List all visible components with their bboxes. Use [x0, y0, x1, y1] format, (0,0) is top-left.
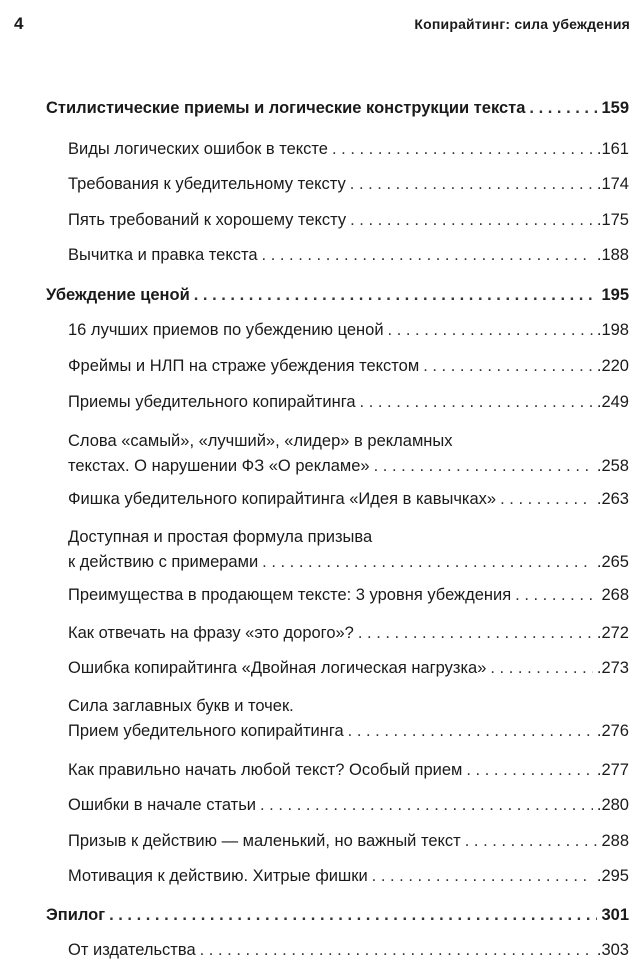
toc-entry [68, 487, 629, 512]
toc-entry-title: Слова «самый», «лучший», «лидер» в рекламных [68, 432, 453, 450]
toc-entry [68, 318, 629, 343]
toc-page-number: .263 [596, 490, 629, 508]
toc-entry-title: Ошибка копирайтинга «Двойная логическая нагрузка» [68, 659, 487, 677]
toc-entry-title: Эпилог [46, 906, 106, 924]
toc-entry [68, 793, 629, 818]
toc-entry-title: Мотивация к действию. Хитрые фишки [68, 867, 368, 885]
toc-page-number: .161 [596, 140, 629, 158]
toc-page-number: 268 [601, 586, 629, 604]
running-head: Копирайтинг: сила убеждения [414, 16, 630, 32]
toc-page-number: .265 [596, 553, 629, 571]
toc-entry [68, 243, 629, 268]
toc-entry-title: Сила заглавных букв и точек. [68, 697, 294, 715]
toc-section-entry [46, 96, 629, 121]
toc-entry-title: Приемы убедительного копирайтинга [68, 393, 356, 411]
toc-entry-title: текстах. О нарушении ФЗ «О рекламе» [68, 457, 370, 475]
toc-entry [68, 429, 629, 479]
toc-entry-title: Требования к убедительному тексту [68, 175, 346, 193]
dot-leader [372, 864, 593, 889]
toc-entry-title: Прием убедительного копирайтинга [68, 722, 344, 740]
toc-entry [68, 172, 629, 197]
toc-entry-title: Преимущества в продающем тексте: 3 уровня убеждения [68, 586, 512, 604]
toc-page-number: 195 [601, 286, 629, 304]
toc-entry-title: Убеждение ценой [46, 286, 190, 304]
dot-leader [332, 137, 593, 162]
toc-entry [68, 137, 629, 162]
dot-leader [465, 829, 598, 854]
toc-entry [68, 354, 629, 379]
dot-leader [350, 172, 593, 197]
dot-leader [515, 583, 597, 608]
dot-leader [200, 938, 593, 963]
toc-entry-title: Доступная и простая формула призыва [68, 528, 373, 546]
toc-page-number: .280 [596, 796, 629, 814]
toc-page-number: .276 [596, 722, 629, 740]
toc-entry-title: Фишка убедительного копирайтинга «Идея в кавычках» [68, 490, 497, 508]
toc-entry [68, 390, 629, 415]
toc-section-entry [46, 283, 629, 308]
toc-entry [68, 525, 629, 575]
toc-page-number: .198 [596, 321, 629, 339]
toc-entry-title: Как правильно начать любой текст? Особый прием [68, 761, 463, 779]
dot-leader [350, 208, 593, 233]
dot-leader [262, 550, 593, 575]
toc-entry-title: к действию с примерами [68, 553, 259, 571]
toc-entry [68, 829, 629, 854]
dot-leader [260, 793, 593, 818]
toc-entry-title: Вычитка и правка текста [68, 246, 258, 264]
dot-leader [109, 903, 597, 928]
toc-entry-title: От издательства [68, 941, 196, 959]
dot-leader [500, 487, 593, 512]
toc-page-number: .272 [596, 624, 629, 642]
toc-section-entry [46, 903, 629, 928]
dot-leader [388, 318, 593, 343]
dot-leader [423, 354, 593, 379]
dot-leader [466, 758, 592, 783]
toc-page-number: .188 [596, 246, 629, 264]
toc-page-number: .277 [596, 761, 629, 779]
toc-entry [68, 864, 629, 889]
toc-entry-title: Призыв к действию — маленький, но важный текст [68, 832, 461, 850]
toc-entry [68, 758, 629, 783]
toc-page-number: .273 [596, 659, 629, 677]
toc-page-number: .258 [596, 457, 629, 475]
toc-entry-title: Стилистические приемы и логические конструкции текста [46, 99, 526, 117]
page-number: 4 [14, 14, 24, 33]
dot-leader [194, 283, 598, 308]
toc-entry-title: Виды логических ошибок в тексте [68, 140, 328, 158]
dot-leader [348, 719, 593, 744]
toc-entry [68, 938, 629, 963]
toc-page-number: .220 [596, 357, 629, 375]
toc-entry [68, 656, 629, 681]
toc-page-number: 159 [601, 99, 629, 117]
toc-page-number: .295 [596, 867, 629, 885]
toc-page-number: .175 [596, 211, 629, 229]
toc-page-number: .249 [596, 393, 629, 411]
toc-page-number: 301 [601, 906, 629, 924]
toc-page-number: 288 [601, 832, 629, 850]
toc-entry-title: 16 лучших приемов по убеждению ценой [68, 321, 384, 339]
toc-entry [68, 583, 629, 608]
toc-entry [68, 694, 629, 744]
dot-leader [490, 656, 592, 681]
toc-entry-title: Пять требований к хорошему тексту [68, 211, 347, 229]
dot-leader [374, 454, 593, 479]
toc-entry-title: Как отвечать на фразу «это дорого»? [68, 624, 354, 642]
toc-entry [68, 208, 629, 233]
toc-entry [68, 621, 629, 646]
dot-leader [360, 390, 593, 415]
toc-page-number: .174 [596, 175, 629, 193]
toc-entry-title: Ошибки в начале статьи [68, 796, 257, 814]
dot-leader [358, 621, 593, 646]
toc-page-number: .303 [596, 941, 629, 959]
dot-leader [529, 96, 597, 121]
toc-entry-title: Фреймы и НЛП на страже убеждения текстом [68, 357, 420, 375]
dot-leader [262, 243, 593, 268]
